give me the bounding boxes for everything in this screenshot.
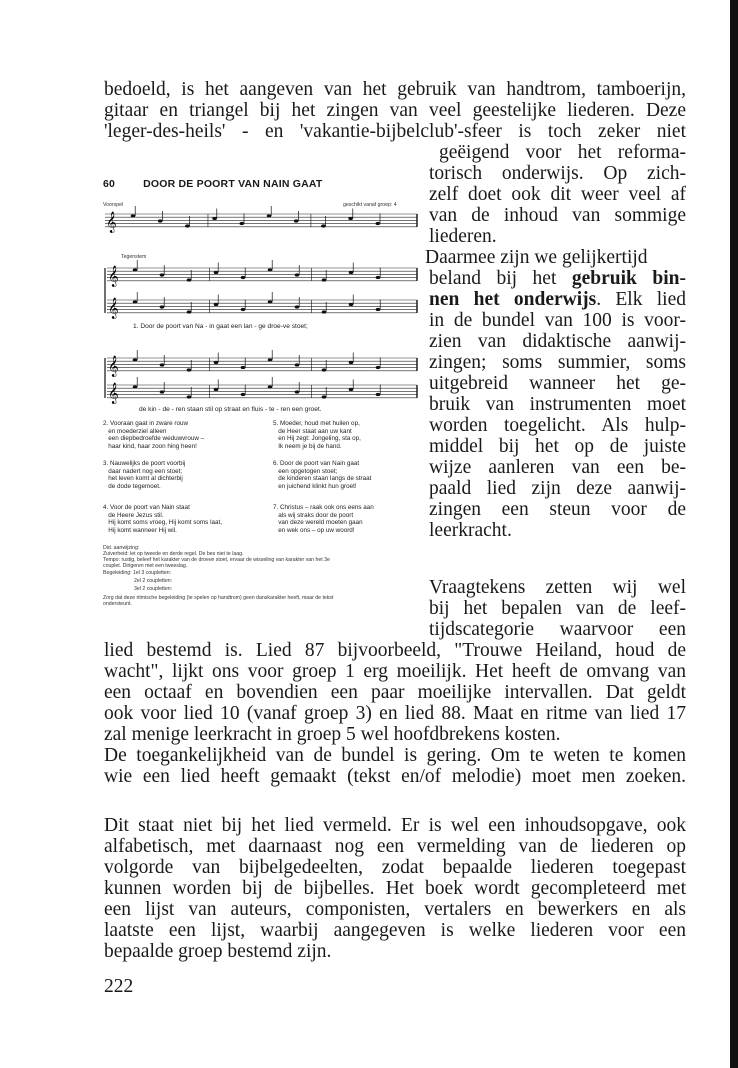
text-line: een lijst van auteurs, componisten, vertalers en bewerkers en als [104,899,686,920]
didactic-note: ondersteunt. [103,601,132,607]
text-line: paald lied zijn deze aanwij- [429,478,686,499]
note-head [322,310,327,313]
text-line: leerkracht. [429,520,512,541]
text-line: tijdscategorie waarvoor een [429,619,686,640]
verse-2: 2. Vooraan gaat in zware rouw en moederziel alleen een diepbedroefde weduwvrouw – haar kind, haar zoon hing heen! [103,420,205,450]
page-edge-shadow [730,0,738,1068]
note-head [214,361,219,364]
treble-clef-icon: 𝄞 [108,266,119,287]
note-head [268,358,273,361]
text-line: wacht", lijkt ons voor groep 1 erg moeilijk. Het heeft de omvang van [104,661,686,682]
note-head [268,300,273,303]
text-line: bepaalde groep bestemd zijn. [104,941,332,962]
text-run: . Elk lied [596,289,686,310]
text-line: zelf doet ook dit weer veel af [429,184,686,205]
song-title: DOOR DE POORT VAN NAIN GAAT [143,178,323,190]
text-line: volgorde van bijbelgedeelten, zodat bepaalde liederen toegepast [104,857,686,878]
note-head [349,271,354,274]
didactic-note: Did. aanwijzing: [103,545,140,551]
note-head [376,393,381,396]
staff-melody-2 [107,377,417,404]
text-line: bij het bepalen van de leef- [429,598,686,619]
didactic-note: 3el 2 coupletten: [134,586,173,592]
note-head [321,224,326,227]
lyric-line-2: de kin - de - ren staan stil op straat en fluis - te - ren een groet. [139,406,322,413]
text-line: laatste een lijst, waarbij aangegeven is welke liederen voor een [104,920,686,941]
text-line: geëigend voor het reforma- [439,142,686,163]
treble-clef-icon: 𝄞 [108,356,119,377]
note-head [133,358,138,361]
note-head [241,308,246,311]
figure-page-number: 60 [103,178,116,190]
note-head [376,308,381,311]
right-column-text [425,142,686,541]
verse-4: 4. Voor de poort van Nain staat de Heere Jezus stil. Hij komt soms vroeg, Hij komt soms laat, Hij komt wanneer Hij wil. [103,504,222,534]
verse-3: 3. Nauwelijks de poort voorbij daar nadert nog een stoet; het leven komt al dichterbij de dode tegemoet. [103,460,186,490]
note-head [295,273,300,276]
staff-tegenstem [107,260,417,287]
didactic-note: Zorg dat deze ritmische begeleiding (te spelen op handtrom) geen danskarakter heeft, maar de tekst [103,595,334,601]
verse-6: 6. Door de poort van Nain gaat een opgetogen stoet; de kinderen staan langs de straat en juichend klinkt hun groet! [273,460,372,490]
note-head [185,224,190,227]
body-paragraph [104,815,686,962]
text-line: ook voor lied 10 (vanaf groep 3) en lied 88. Maat en ritme van lied 17 [104,703,686,724]
text-line: 'leger-des-heils' - en 'vakantie-bijbelclub'-sfeer is toch zeker niet [104,121,686,142]
note-head [241,366,246,369]
text-line [429,289,686,310]
group-note: geschikt vanaf groep: 4 [343,202,397,208]
staff-upper-2 [107,350,417,377]
page-number: 222 [104,976,134,997]
bold-phrase: gebruik bin- [571,268,686,289]
text-line: van de inhoud van sommige [429,205,686,226]
staff-voorspel [105,206,417,233]
note-head [214,303,219,306]
staff-melody-1 [107,292,417,319]
note-head [295,363,300,366]
text-line: wie een lied heeft gemaakt (tekst en/of melodie) moet men zoeken. [104,766,686,787]
text-line: worden toegelicht. Als hulp- [429,415,686,436]
treble-clef-icon: 𝄞 [108,298,119,319]
note-head [376,276,381,279]
note-head [160,273,165,276]
note-head [160,305,165,308]
note-head [214,388,219,391]
lyric-line-1: 1. Door de poort van Na - in gaat een lan - ge droe-ve stoet; [133,323,308,330]
right-column-text-2 [429,577,686,640]
bold-phrase: nen het onderwijs [429,289,597,310]
note-head [295,305,300,308]
note-head [187,368,192,371]
note-head [268,385,273,388]
didactic-note: Begeleiding: 1el 3 coupletten: [103,570,172,576]
didactic-note: Tempo: rustig, beleef het karakter van de droeve stoet, ervaar de wisseling van karakter van het 3e [103,557,330,563]
staves-group [105,206,417,404]
text-line: zingen een steun voor de [429,499,686,520]
note-head [187,395,192,398]
text-line: liederen. [429,226,497,247]
note-head [187,310,192,313]
text-line: gitaar en triangel bij het zingen van veel geestelijke liederen. Deze [104,100,686,121]
didactic-note: Zuiverheid: let op tweede en derde regel. De bes niet te laag. [103,551,244,557]
note-head [349,361,354,364]
text-run: beland bij het [429,268,572,289]
note-head [240,222,245,225]
text-line: lied bestemd is. Lied 87 bijvoorbeeld, "Trouwe Heiland, houd de [104,640,686,661]
text-line: een octaaf en bovendien een paar moeilijke intervallen. Dat geldt [104,682,686,703]
text-line: uitgebreid wanneer het ge- [429,373,686,394]
note-head [322,395,327,398]
treble-clef-icon: 𝄞 [108,383,119,404]
intro-paragraph [104,79,686,142]
note-head [158,219,163,222]
note-head [267,214,272,217]
voorspel-label: Voorspel [103,202,124,208]
treble-clef-icon: 𝄞 [106,212,117,233]
tegenstem-label: Tegenstem [121,254,147,260]
text-line: De toegankelijkheid van de bundel is gering. Om te weten te komen [104,745,686,766]
note-head [133,385,138,388]
text-line: middel bij het op de juiste [429,436,686,457]
text-line [429,268,686,289]
text-line: alfabetisch, met daarnaast nog een vermelding van de liederen op [104,836,686,857]
text-line: wijze aanleren van een be- [429,457,686,478]
song-figure [103,178,421,623]
text-line: bedoeld, is het aangeven van het gebruik van handtrom, tamboerijn, [104,79,686,100]
note-head [322,278,327,281]
note-head [376,222,381,225]
text-line: Vraagtekens zetten wij wel [429,577,686,598]
text-line: Daarmee zijn we gelijkertijd [425,247,648,268]
note-head [160,390,165,393]
text-line: kunnen worden bij de bijbelles. Het boek wordt gecompleteerd met [104,878,686,899]
didactic-note: couplet. Dirigeren met een tweeslag. [103,563,188,569]
note-head [241,393,246,396]
note-head [133,300,138,303]
text-line: in de bundel van 100 is voor- [429,310,686,331]
text-line: torisch onderwijs. Op zich- [429,163,686,184]
note-head [348,217,353,220]
text-line: zien van didaktische aanwij- [429,331,686,352]
note-head [187,278,192,281]
text-line: zal menige leerkracht in groep 5 wel hoofdbrekens kosten. [104,724,561,745]
note-head [160,363,165,366]
note-head [376,366,381,369]
body-paragraph [104,640,686,787]
verse-5: 5. Moeder, houd met huilen op, de Heer staat aan uw kant en Hij zegt: Jongeling, sta op, Ik neem je bij de hand. [273,420,361,450]
text-line: zingen; soms summier, soms [429,352,686,373]
note-head [349,303,354,306]
note-head [241,276,246,279]
note-head [268,268,273,271]
note-head [131,214,136,217]
note-head [295,390,300,393]
note-head [133,268,138,271]
note-head [322,368,327,371]
text-line: bruik van instrumenten moet [429,394,686,415]
didactic-note: 2el 2 coupletten: [134,578,173,584]
verse-7: 7. Christus – raak ook ons eens aan als wij straks door de poort van deze wereld moeten gaan en wek ons – op uw woord! [273,504,374,534]
text-line: Dit staat niet bij het lied vermeld. Er is wel een inhoudsopgave, ook [104,815,686,836]
note-head [294,219,299,222]
note-head [214,271,219,274]
note-head [212,217,217,220]
note-head [349,388,354,391]
